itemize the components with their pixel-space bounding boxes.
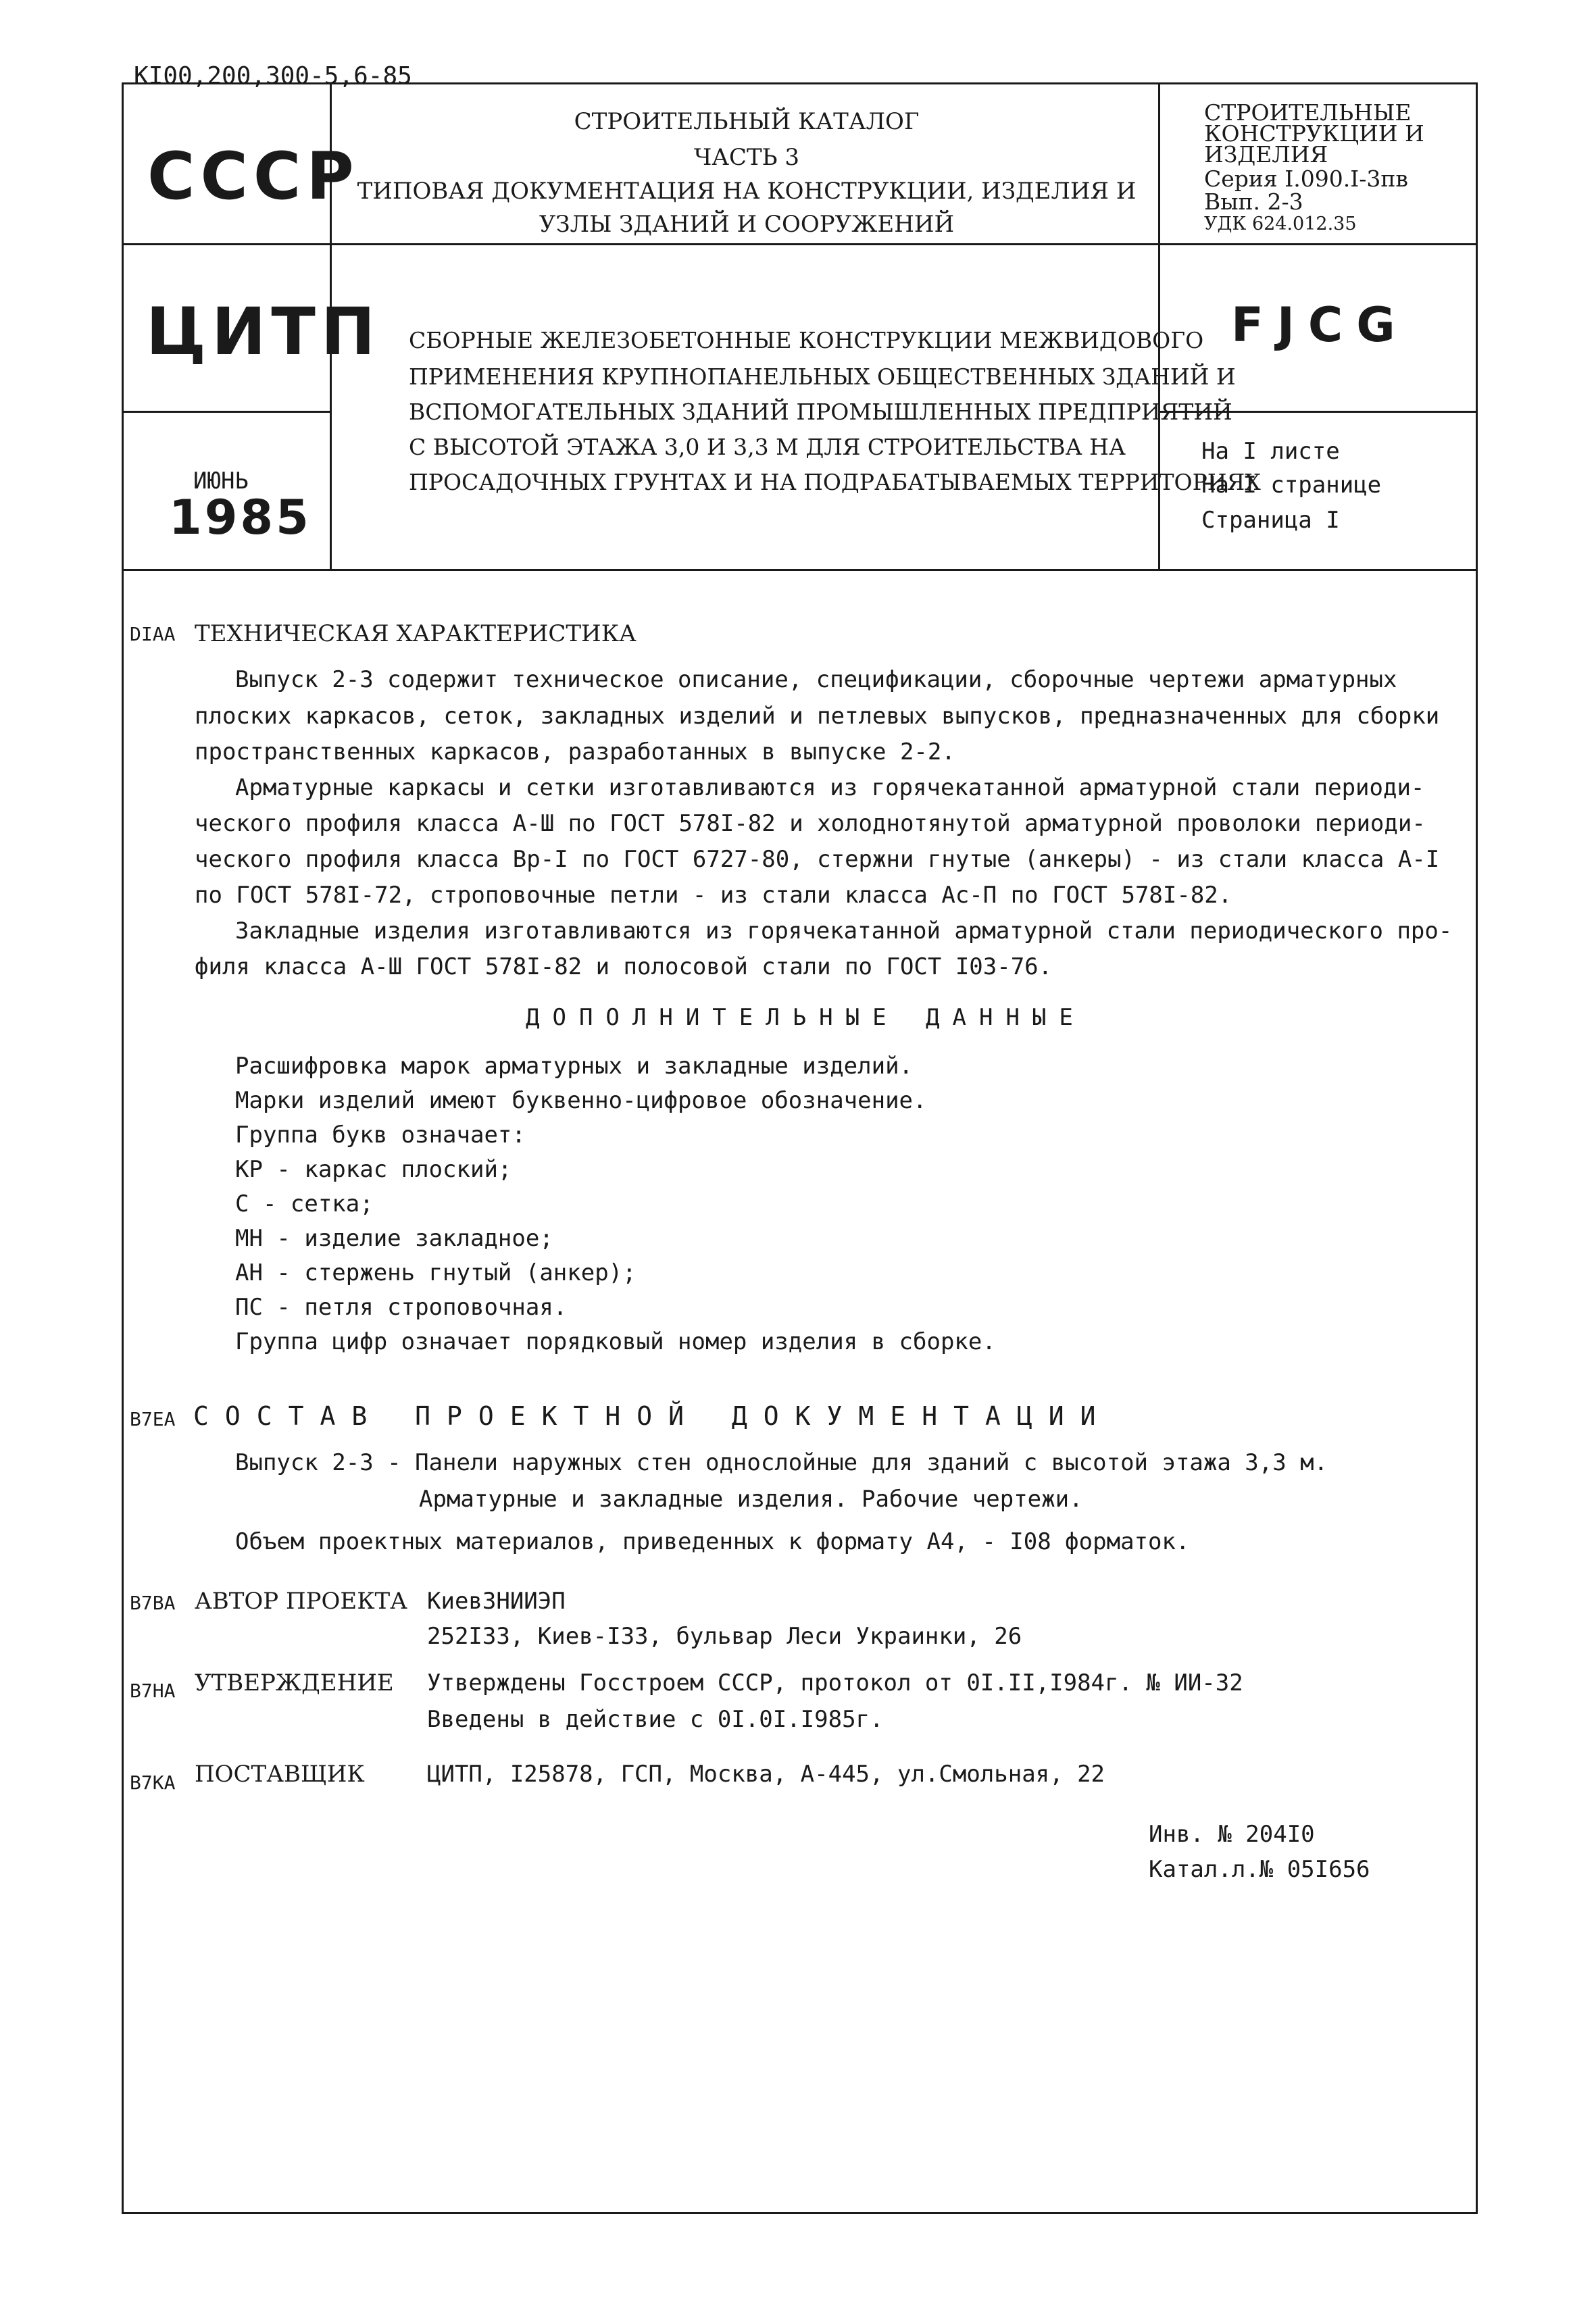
- org-citp: ЦИТП: [146, 294, 381, 370]
- tech-text-line: Выпуск 2-3 содержит техническое описание, спецификации, сборочные чертежи арматурных: [235, 666, 1397, 693]
- tech-text-line: ческого профиля класса А-Ш по ГОСТ 578I-82 и холоднотянутой арматурной проволоки периоди-: [195, 810, 1426, 837]
- section-line: СТРОИТЕЛЬНЫЕ: [1204, 99, 1412, 126]
- extra-line: Группа цифр означает порядковый номер изделия в сборке.: [235, 1328, 996, 1355]
- section-tag: DIAA: [130, 623, 176, 645]
- tech-text-line: ческого профиля класса Вр-I по ГОСТ 6727-80, стержни гнутые (анкеры) - из стали класса А-I: [195, 846, 1440, 873]
- frame-left: [122, 82, 124, 2214]
- author-name: КиевЗНИИЭП: [427, 1588, 566, 1615]
- page-info-pages: На I странице: [1201, 472, 1382, 499]
- composition-title: СОСТАВ ПРОЕКТНОЙ ДОКУМЕНТАЦИИ: [193, 1401, 1112, 1431]
- approval-line: Введены в действие с 0I.0I.I985г.: [427, 1706, 884, 1733]
- doc-title-line: ВСПОМОГАТЕЛЬНЫХ ЗДАНИЙ ПРОМЫШЛЕННЫХ ПРЕДПРИЯТИЙ: [409, 399, 1232, 425]
- udc-code: УДК 624.012.35: [1204, 213, 1357, 234]
- doc-title-line: С ВЫСОТОЙ ЭТАЖА 3,0 И 3,3 М ДЛЯ СТРОИТЕЛЬСТВА НА: [409, 434, 1126, 460]
- extra-line: Группа букв означает:: [235, 1122, 526, 1149]
- tech-title: ТЕХНИЧЕСКАЯ ХАРАКТЕРИСТИКА: [195, 620, 637, 647]
- tech-text-line: Арматурные каркасы и сетки изготавливаются из горячекатанной арматурной стали периоди-: [235, 774, 1425, 801]
- catalog-title-line: ЧАСТЬ 3: [693, 144, 800, 171]
- tech-text-line: плоских каркасов, сеток, закладных изделий и петлевых выпусков, предназначенных для сборки: [195, 703, 1440, 730]
- doc-title-line: СБОРНЫЕ ЖЕЛЕЗОБЕТОННЫЕ КОНСТРУКЦИИ МЕЖВИДОВОГО: [409, 327, 1204, 353]
- extra-line: КР - каркас плоский;: [235, 1156, 512, 1183]
- extra-title: ДОПОЛНИТЕЛЬНЫЕ ДАННЫЕ: [526, 1004, 1086, 1031]
- approval-line: Утверждены Госстроем СССР, протокол от 0I.II,I984г. № ИИ-32: [427, 1669, 1243, 1696]
- section-tag: B7KA: [130, 1771, 176, 1794]
- supplier-address: ЦИТП, I25878, ГСП, Москва, А-445, ул.Смольная, 22: [427, 1761, 1105, 1788]
- author-address: 252I33, Киев-I33, бульвар Леси Украинки, 26: [427, 1623, 1022, 1650]
- extra-line: С - сетка;: [235, 1190, 374, 1217]
- composition-line: Выпуск 2-3 - Панели наружных стен однослойные для зданий с высотой этажа 3,3 м.: [235, 1449, 1328, 1476]
- doc-title-line: ПРОСАДОЧНЫХ ГРУНТАХ И НА ПОДРАБАТЫВАЕМЫХ ТЕРРИТОРИЯХ: [409, 469, 1261, 495]
- section-tag: B7EA: [130, 1408, 176, 1430]
- series-number: Серия I.090.I-3пв: [1204, 166, 1408, 192]
- issue-month: ИЮНЬ: [193, 468, 249, 495]
- author-label: АВТОР ПРОЕКТА: [195, 1588, 407, 1615]
- tech-text-line: Закладные изделия изготавливаются из горячекатанной арматурной стали периодического про-: [235, 917, 1453, 945]
- frame-bottom: [122, 2212, 1478, 2214]
- extra-line: Марки изделий имеют буквенно-цифровое обозначение.: [235, 1087, 927, 1114]
- catalog-sheet-number: Катал.л.№ 05I656: [1149, 1856, 1370, 1883]
- approval-label: УТВЕРЖДЕНИЕ: [195, 1669, 394, 1696]
- header-bottom: [122, 569, 1478, 571]
- doc-title-line: ПРИМЕНЕНИЯ КРУПНОПАНЕЛЬНЫХ ОБЩЕСТВЕННЫХ ЗДАНИЙ И: [409, 363, 1236, 390]
- extra-line: Расшифровка марок арматурных и закладные изделий.: [235, 1053, 914, 1080]
- header-hline-2: [122, 411, 331, 413]
- org-ussr: СССР: [147, 139, 359, 214]
- composition-line: Объем проектных материалов, приведенных к формату А4, - I08 форматок.: [235, 1528, 1190, 1555]
- extra-line: МН - изделие закладное;: [235, 1225, 553, 1252]
- document-code: КI00,200,300-5,6-85: [134, 62, 412, 90]
- composition-line: Арматурные и закладные изделия. Рабочие чертежи.: [419, 1486, 1083, 1513]
- section-tag: B7HA: [130, 1680, 176, 1702]
- inventory-number: Инв. № 204I0: [1149, 1821, 1315, 1848]
- section-tag: B7BA: [130, 1592, 176, 1614]
- section-line: КОНСТРУКЦИИ И: [1204, 120, 1424, 147]
- extra-line: ПС - петля строповочная.: [235, 1294, 568, 1321]
- extra-line: АН - стержень гнутый (анкер);: [235, 1259, 637, 1286]
- catalog-title-line: СТРОИТЕЛЬНЫЙ КАТАЛОГ: [574, 108, 920, 135]
- catalog-code: FJCG: [1231, 297, 1409, 353]
- issue-year: 1985: [169, 490, 311, 545]
- catalog-title-line: УЗЛЫ ЗДАНИЙ И СООРУЖЕНИЙ: [539, 211, 955, 238]
- tech-text-line: филя класса А-Ш ГОСТ 578I-82 и полосовой стали по ГОСТ I03-76.: [195, 953, 1053, 980]
- frame-right: [1476, 82, 1478, 2214]
- catalog-title-line: ТИПОВАЯ ДОКУМЕНТАЦИЯ НА КОНСТРУКЦИИ, ИЗДЕЛИЯ И: [357, 178, 1137, 205]
- issue-number: Вып. 2-3: [1204, 188, 1303, 215]
- tech-text-line: пространственных каркасов, разработанных в выпуске 2-2.: [195, 738, 955, 765]
- page-info-sheets: На I листе: [1201, 438, 1340, 465]
- tech-text-line: по ГОСТ 578I-72, строповочные петли - из стали класса Ас-П по ГОСТ 578I-82.: [195, 882, 1232, 909]
- page-info-current: Страница I: [1201, 507, 1340, 534]
- section-line: ИЗДЕЛИЯ: [1204, 141, 1328, 168]
- header-hline-1: [122, 243, 1478, 245]
- supplier-label: ПОСТАВЩИК: [195, 1761, 365, 1788]
